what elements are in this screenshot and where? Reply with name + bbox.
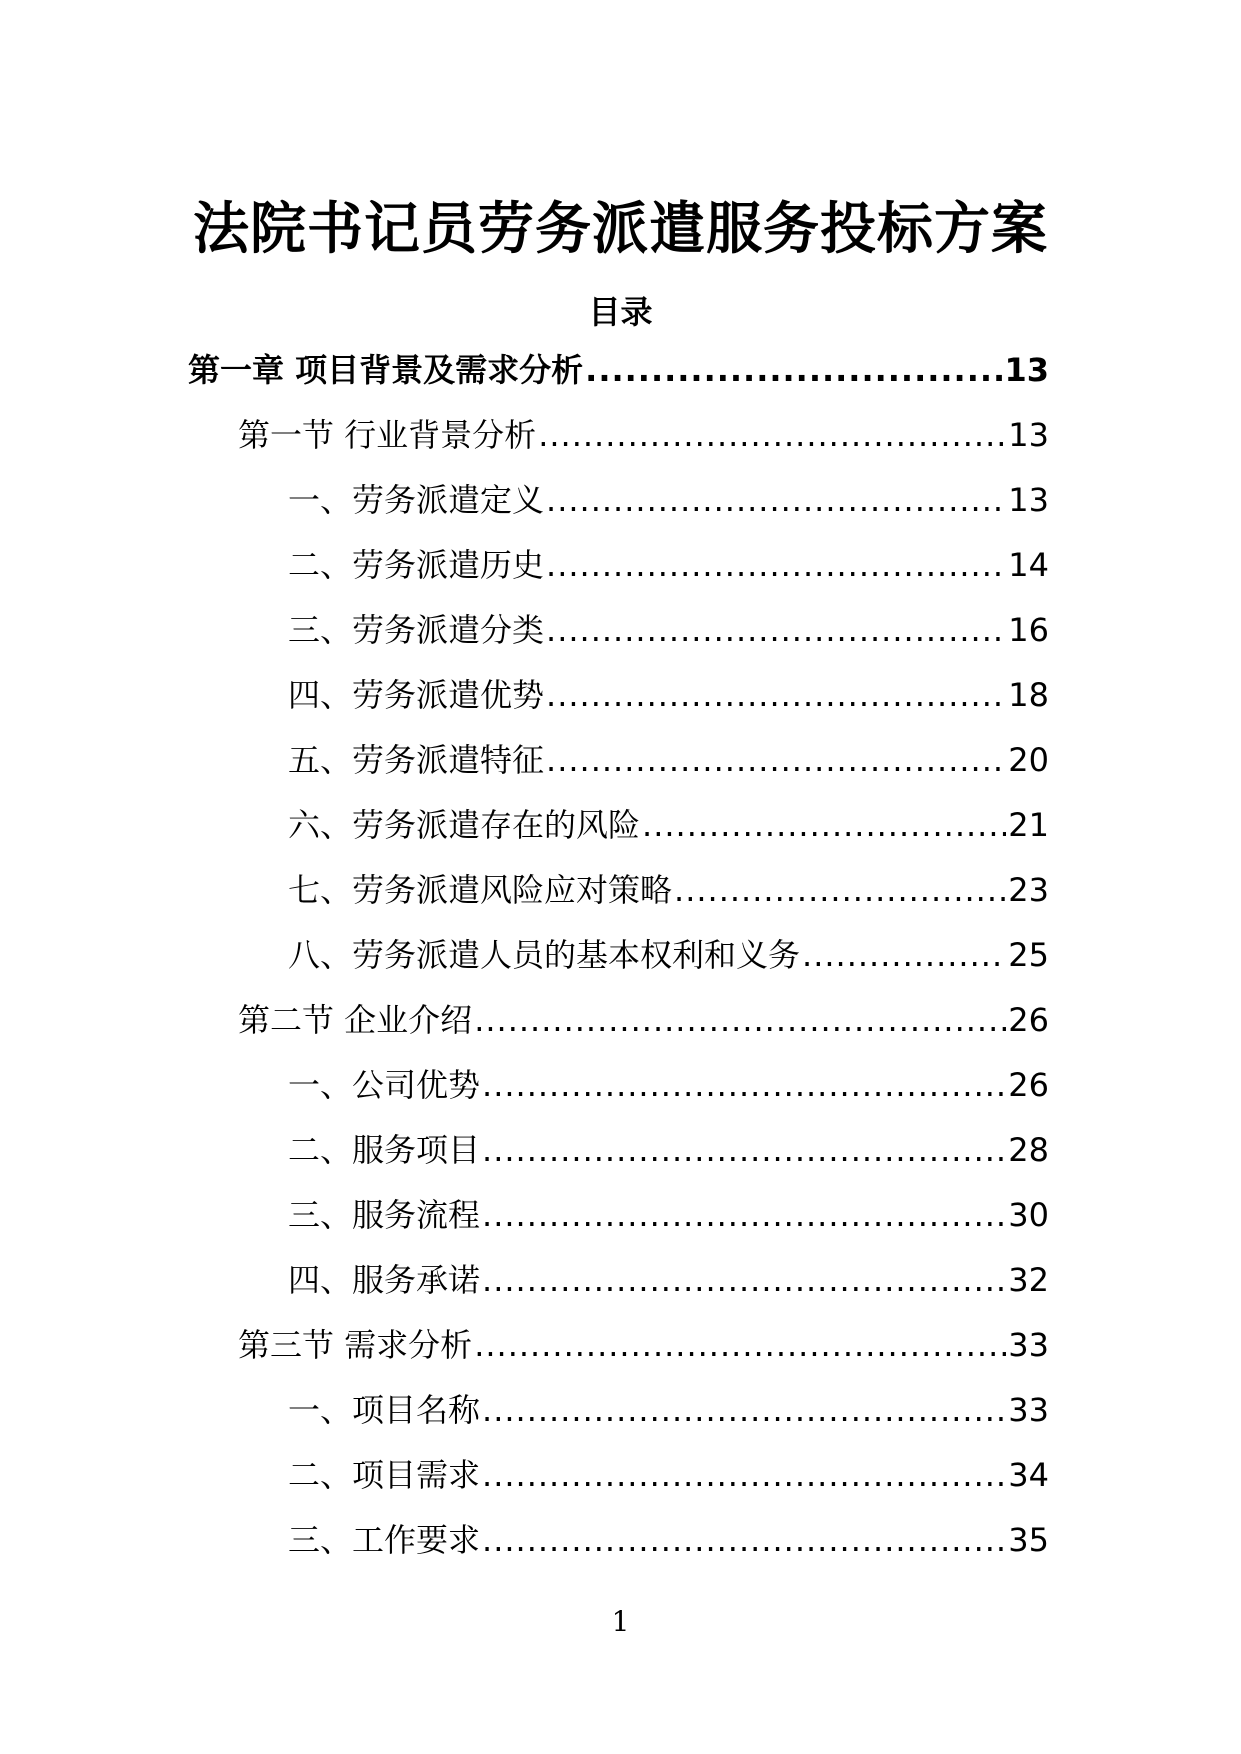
toc-entry[interactable] [0, 608, 1241, 673]
toc-entry[interactable] [0, 803, 1241, 868]
toc-entry-label: 一、项目名称 [288, 1391, 481, 1429]
toc-heading: 目录 [588, 293, 653, 331]
toc-entry[interactable] [0, 673, 1241, 738]
toc-entry-label: 第三节 需求分析 [238, 1326, 473, 1364]
toc-leader-dots [482, 1258, 1006, 1302]
toc-entry-page: 30 [1008, 1196, 1049, 1234]
toc-leader-dots [546, 478, 1006, 522]
toc-entry-label: 三、服务流程 [288, 1196, 481, 1234]
toc-entry-page: 28 [1008, 1131, 1049, 1169]
toc-entry[interactable] [0, 478, 1241, 543]
toc-entry-label: 二、项目需求 [288, 1456, 481, 1494]
toc-entry-label: 第一章 项目背景及需求分析 [188, 351, 584, 389]
toc-entry-label: 四、劳务派遣优势 [288, 676, 545, 714]
toc-leader-dots [546, 543, 1006, 587]
toc-entry[interactable] [0, 868, 1241, 933]
toc-leader-dots [474, 1323, 1006, 1367]
toc-entry-page: 13 [1008, 481, 1049, 519]
toc-entry[interactable] [0, 543, 1241, 608]
toc-entry-page: 34 [1008, 1456, 1049, 1494]
toc-leader-dots [482, 1518, 1006, 1562]
toc-entry-label: 第二节 企业介绍 [238, 1001, 473, 1039]
toc-entry[interactable] [0, 1193, 1241, 1258]
toc-entry[interactable] [0, 1258, 1241, 1323]
toc-leader-dots [546, 738, 1006, 782]
toc-entry-label: 一、劳务派遣定义 [288, 481, 545, 519]
toc-entry[interactable] [0, 348, 1241, 413]
toc-leader-dots [546, 608, 1006, 652]
document-title: 法院书记员劳务派遣服务投标方案 [193, 197, 1048, 262]
toc-entry[interactable] [0, 1063, 1241, 1128]
toc-entry-page: 26 [1008, 1066, 1049, 1104]
toc-entry[interactable] [0, 933, 1241, 998]
toc-entry[interactable] [0, 998, 1241, 1063]
toc-entry-label: 八、劳务派遣人员的基本权利和义务 [288, 936, 801, 974]
toc-entry-label: 三、劳务派遣分类 [288, 611, 545, 649]
toc-leader-dots [546, 673, 1006, 717]
toc-entry-page: 18 [1008, 676, 1049, 714]
toc-entry-label: 七、劳务派遣风险应对策略 [288, 871, 673, 909]
toc-leader-dots [482, 1063, 1006, 1107]
toc-entry-page: 33 [1008, 1391, 1049, 1429]
toc-entry-page: 20 [1008, 741, 1049, 779]
toc-entry-label: 二、服务项目 [288, 1131, 481, 1169]
toc-leader-dots [538, 413, 1006, 457]
toc-entry-page: 16 [1008, 611, 1049, 649]
toc-leader-dots [482, 1193, 1006, 1237]
toc-entry[interactable] [0, 738, 1241, 803]
table-of-contents [0, 348, 1241, 1583]
toc-entry-label: 二、劳务派遣历史 [288, 546, 545, 584]
toc-leader-dots [474, 998, 1006, 1042]
toc-leader-dots [802, 933, 1006, 977]
toc-entry-page: 13 [1008, 416, 1049, 454]
toc-entry[interactable] [0, 1453, 1241, 1518]
toc-entry-page: 32 [1008, 1261, 1049, 1299]
toc-entry-label: 六、劳务派遣存在的风险 [288, 806, 641, 844]
toc-leader-dots [642, 803, 1006, 847]
toc-entry-page: 14 [1008, 546, 1049, 584]
toc-entry[interactable] [0, 1388, 1241, 1453]
toc-leader-dots [482, 1388, 1006, 1432]
toc-entry-label: 一、公司优势 [288, 1066, 481, 1104]
toc-entry[interactable] [0, 1323, 1241, 1388]
toc-entry-page: 33 [1008, 1326, 1049, 1364]
toc-leader-dots [585, 348, 1002, 392]
toc-entry-page: 35 [1008, 1521, 1049, 1559]
toc-entry-page: 23 [1008, 871, 1049, 909]
toc-entry-label: 第一节 行业背景分析 [238, 416, 537, 454]
toc-entry[interactable] [0, 413, 1241, 478]
page-number: 1 [611, 1605, 630, 1638]
toc-entry-page: 21 [1008, 806, 1049, 844]
toc-entry-page: 13 [1004, 351, 1049, 389]
toc-leader-dots [482, 1453, 1006, 1497]
toc-entry[interactable] [0, 1128, 1241, 1193]
toc-entry-label: 五、劳务派遣特征 [288, 741, 545, 779]
toc-entry-label: 三、工作要求 [288, 1521, 481, 1559]
toc-leader-dots [674, 868, 1006, 912]
toc-entry-page: 25 [1008, 936, 1049, 974]
toc-entry[interactable] [0, 1518, 1241, 1583]
toc-entry-label: 四、服务承诺 [288, 1261, 481, 1299]
toc-leader-dots [482, 1128, 1006, 1172]
toc-entry-page: 26 [1008, 1001, 1049, 1039]
